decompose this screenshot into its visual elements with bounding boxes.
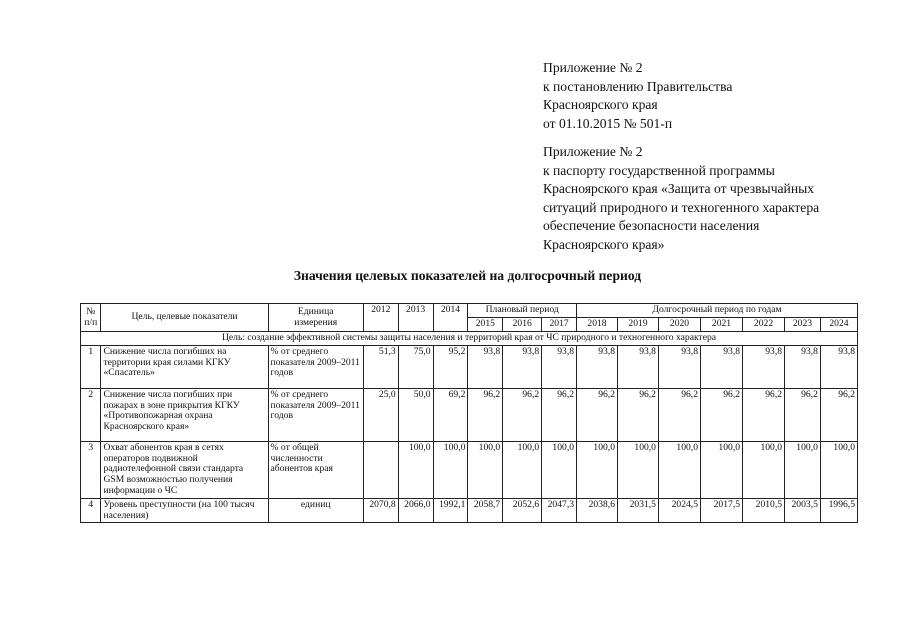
indicator-name: Охват абонентов края в сетях операторов подвижной радиотелефонной связи стандарта GSM возможностью получения информации о ЧС bbox=[101, 441, 268, 498]
goal-text: Цель: создание эффективной системы защиты населения и территорий края от ЧС природного и техногенного характера bbox=[81, 332, 858, 346]
header-year: 2015 bbox=[468, 318, 503, 332]
header-year: 2024 bbox=[820, 318, 857, 332]
value-cell: 93,8 bbox=[820, 345, 857, 388]
value-cell: 2070,8 bbox=[363, 498, 398, 523]
indicator-name: Снижение числа погибших при пожарах в зоне прикрытия КГКУ «Противопожарная охрана Красноярского края» bbox=[101, 388, 268, 441]
value-cell: 95,2 bbox=[433, 345, 468, 388]
value-cell: 100,0 bbox=[433, 441, 468, 498]
value-cell: 96,2 bbox=[658, 388, 700, 441]
appendix-passport-line: ситуаций природного и техногенного характера bbox=[543, 199, 820, 215]
header-unit bbox=[268, 304, 363, 332]
value-cell: 100,0 bbox=[398, 441, 433, 498]
appendix-resolution-block bbox=[543, 59, 732, 133]
value-cell: 25,0 bbox=[363, 388, 398, 441]
row-number: 3 bbox=[81, 441, 101, 498]
value-cell: 96,2 bbox=[542, 388, 577, 441]
value-cell: 100,0 bbox=[820, 441, 857, 498]
table-row bbox=[81, 345, 858, 388]
header-year: 2013 bbox=[398, 304, 433, 332]
value-cell: 51,3 bbox=[363, 345, 398, 388]
value-cell: 2003,5 bbox=[785, 498, 821, 523]
value-cell: 96,2 bbox=[743, 388, 785, 441]
header-year: 2022 bbox=[743, 318, 785, 332]
header-long-term-period: Долгосрочный период по годам bbox=[577, 304, 858, 318]
indicator-unit: % от среднего показателя 2009–2011 годов bbox=[268, 345, 363, 388]
row-number: 2 bbox=[81, 388, 101, 441]
value-cell: 1996,5 bbox=[820, 498, 857, 523]
appendix-resolution-line: Красноярского края bbox=[543, 97, 658, 113]
value-cell: 2017,5 bbox=[701, 498, 743, 523]
value-cell: 2010,5 bbox=[743, 498, 785, 523]
appendix-passport-line: обеспечение безопасности населения bbox=[543, 218, 760, 234]
goal-row bbox=[81, 332, 858, 346]
appendix-resolution-line: к постановлению Правительства bbox=[543, 78, 733, 94]
value-cell: 96,2 bbox=[820, 388, 857, 441]
appendix-program-passport-block bbox=[543, 143, 819, 255]
indicator-unit: единиц bbox=[268, 498, 363, 523]
header-unit-line: измерения bbox=[294, 316, 338, 328]
target-indicators-table bbox=[80, 303, 858, 523]
appendix-resolution-line: Приложение № 2 bbox=[543, 60, 643, 75]
value-cell: 100,0 bbox=[658, 441, 700, 498]
value-cell: 96,2 bbox=[701, 388, 743, 441]
value-cell: 2038,6 bbox=[577, 498, 618, 523]
value-cell: 100,0 bbox=[701, 441, 743, 498]
value-cell: 93,8 bbox=[701, 345, 743, 388]
value-cell: 2066,0 bbox=[398, 498, 433, 523]
header-goal: Цель, целевые показатели bbox=[101, 304, 268, 332]
indicator-name: Снижение числа погибших на территории края силами КГКУ «Спасатель» bbox=[101, 345, 268, 388]
value-cell: 93,8 bbox=[743, 345, 785, 388]
value-cell: 2047,3 bbox=[542, 498, 577, 523]
value-cell bbox=[363, 441, 398, 498]
value-cell: 2031,5 bbox=[618, 498, 659, 523]
value-cell: 2052,6 bbox=[503, 498, 542, 523]
value-cell: 96,2 bbox=[577, 388, 618, 441]
value-cell: 69,2 bbox=[433, 388, 468, 441]
appendix-passport-line: к паспорту государственной программы bbox=[543, 162, 775, 178]
indicator-unit: % от среднего показателя 2009–2011 годов bbox=[268, 388, 363, 441]
header-year: 2012 bbox=[363, 304, 398, 332]
appendix-passport-line: Красноярского края» bbox=[543, 236, 665, 252]
value-cell: 75,0 bbox=[398, 345, 433, 388]
value-cell: 100,0 bbox=[468, 441, 503, 498]
header-year: 2016 bbox=[503, 318, 542, 332]
header-year: 2019 bbox=[618, 318, 659, 332]
header-num-line: № bbox=[86, 305, 96, 317]
value-cell: 93,8 bbox=[577, 345, 618, 388]
header-num bbox=[81, 304, 101, 332]
value-cell: 93,8 bbox=[785, 345, 821, 388]
table-header-row bbox=[81, 304, 858, 318]
row-number: 4 bbox=[81, 498, 101, 523]
header-planned-period: Плановый период bbox=[468, 304, 577, 318]
appendix-passport-line: Приложение № 2 bbox=[543, 144, 643, 159]
appendix-resolution-line: от 01.10.2015 № 501-п bbox=[543, 115, 673, 131]
table-row bbox=[81, 388, 858, 441]
row-number: 1 bbox=[81, 345, 101, 388]
header-year: 2018 bbox=[577, 318, 618, 332]
value-cell: 96,2 bbox=[503, 388, 542, 441]
appendix-passport-line: Красноярского края «Защита от чрезвычайных bbox=[543, 181, 815, 197]
value-cell: 96,2 bbox=[618, 388, 659, 441]
indicator-unit: % от общей численности абонентов края bbox=[268, 441, 363, 498]
value-cell: 93,8 bbox=[468, 345, 503, 388]
value-cell: 100,0 bbox=[542, 441, 577, 498]
header-year: 2017 bbox=[542, 318, 577, 332]
header-unit-line: Единица bbox=[297, 305, 334, 317]
header-num-line: п/п bbox=[84, 316, 98, 328]
value-cell: 93,8 bbox=[542, 345, 577, 388]
header-year: 2014 bbox=[433, 304, 468, 332]
value-cell: 100,0 bbox=[618, 441, 659, 498]
value-cell: 100,0 bbox=[785, 441, 821, 498]
value-cell: 93,8 bbox=[658, 345, 700, 388]
header-year: 2020 bbox=[658, 318, 700, 332]
value-cell: 2058,7 bbox=[468, 498, 503, 523]
value-cell: 100,0 bbox=[577, 441, 618, 498]
table-row bbox=[81, 441, 858, 498]
value-cell: 100,0 bbox=[743, 441, 785, 498]
value-cell: 1992,1 bbox=[433, 498, 468, 523]
table-row bbox=[81, 498, 858, 523]
header-year: 2023 bbox=[785, 318, 821, 332]
value-cell: 96,2 bbox=[785, 388, 821, 441]
value-cell: 96,2 bbox=[468, 388, 503, 441]
value-cell: 93,8 bbox=[503, 345, 542, 388]
value-cell: 100,0 bbox=[503, 441, 542, 498]
value-cell: 2024,5 bbox=[658, 498, 700, 523]
value-cell: 50,0 bbox=[398, 388, 433, 441]
document-title: Значения целевых показателей на долгосрочный период bbox=[293, 268, 642, 283]
header-year: 2021 bbox=[701, 318, 743, 332]
value-cell: 93,8 bbox=[618, 345, 659, 388]
indicator-name: Уровень преступности (на 100 тысяч населения) bbox=[101, 498, 268, 523]
